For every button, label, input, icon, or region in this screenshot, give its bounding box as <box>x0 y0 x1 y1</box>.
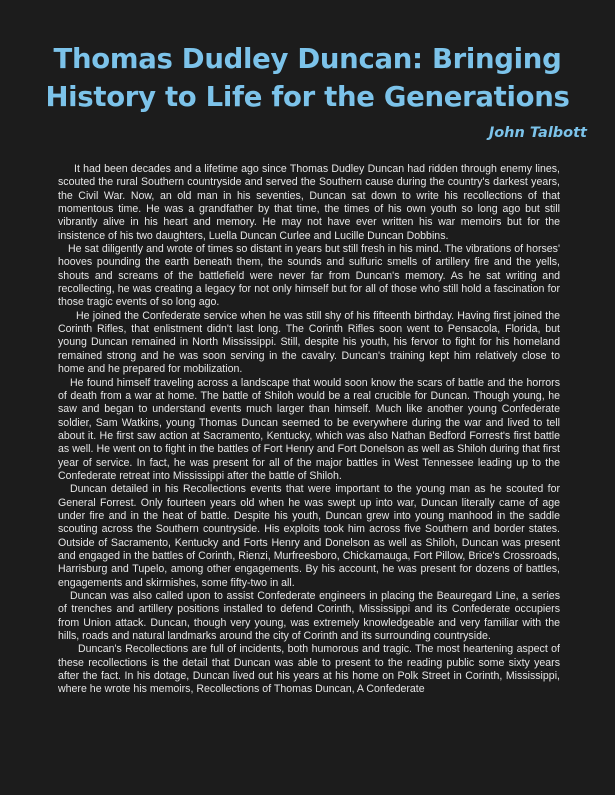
article-body <box>58 163 560 697</box>
paragraph: He found himself traveling across a landscape that would soon know the scars of battle and the horrors of death from a war at home. The battle of Shiloh would be a real crucible for Duncan. Though young, he saw and began to understand events much larger than himself. Much like another young Confederate soldier, Sam Watkins, young Thomas Duncan seemed to be everywhere during the war and lived to tell about it. He first saw action at Sacramento, Kentucky, which was also Nathan Bedford Forrest's first battle as well. He went on to fight in the battles of Fort Henry and Fort Donelson as well as Shiloh during that first year of service. In fact, he was present for all of the major battles in West Tennessee leading up to the Confederate retreat into Mississippi after the battle of Shiloh. <box>58 376 560 482</box>
paragraph: Duncan was also called upon to assist Confederate engineers in placing the Beauregard Line, a series of trenches and artillery positions installed to defend Corinth, Mississippi and its Confederate occupiers from Union attack. Duncan, though very young, was extremely knowledgeable and very familiar with the hills, roads and natural landmarks around the city of Corinth and its surrounding countryside. <box>58 590 560 643</box>
paragraph: Duncan's Recollections are full of incidents, both humorous and tragic. The most heartening aspect of these recollections is the detail that Duncan was able to present to the reading public some sixty years after the fact. In his dotage, Duncan lived out his years at his home on Polk Street in Corinth, Mississippi, where he wrote his memoirs, Recollections of Thomas Duncan, A Confederate <box>58 643 560 696</box>
author-byline: John Talbott <box>488 125 587 141</box>
paragraph: Duncan detailed in his Recollections events that were important to the young man as he scouted for General Forrest. Only fourteen years old when he was swept up into war, Duncan literally came of age under fire and in the heat of battle. Despite his youth, Duncan grew into young manhood in the saddle scouting across the Southern countryside. His exploits took him across five Southern and border states. Outside of Sacramento, Kentucky and Forts Henry and Donelson as well as Shiloh, Duncan was present and engaged in the battles of Corinth, Rienzi, Murfreesboro, Chickamauga, Fort Pillow, Brice's Crossroads, Harrisburg and Tupelo, among other engagements. By his account, he was present for dozens of battles, engagements and skirmishes, some fifty-two in all. <box>58 483 560 589</box>
paragraph: He sat diligently and wrote of times so distant in years but still fresh in his mind. The vibrations of horses' hooves pounding the earth beneath them, the sounds and sulfuric smells of artillery fire and the yells, shouts and screams of the battlefield were never far from Duncan's memory. As he sat writing and recollecting, he was creating a legacy for not only himself but for all of those who still hold a fascination for those tragic events of so long ago. <box>58 243 560 309</box>
paragraph: He joined the Confederate service when he was still shy of his fifteenth birthday. Having first joined the Corinth Rifles, that enlistment didn't last long. The Corinth Rifles soon went to Pensacola, Florida, but young Duncan remained in North Mississippi. Still, despite his youth, his fervor to fight for his homeland remained strong and he was soon serving in the cavalry. Duncan's training kept him relatively close to home and he prepared for mobilization. <box>58 309 560 376</box>
page-title: Thomas Dudley Duncan: Bringing History to Life for the Generations <box>45 43 570 113</box>
paragraph: It had been decades and a lifetime ago since Thomas Dudley Duncan had ridden through enemy lines, scouted the rural Southern countryside and served the Southern cause during the country's darkest years, the Civil War. Now, an old man in his seventies, Duncan sat down to write his recollections of that momentous time. He was a grandfather by that time, the times of his own youth so long ago but still vibrantly alive in his heart and memory. He may not have ever written his war memoirs but for the insistence of his two daughters, Luella Duncan Curlee and Lucille Duncan Dobbins. <box>58 163 560 242</box>
